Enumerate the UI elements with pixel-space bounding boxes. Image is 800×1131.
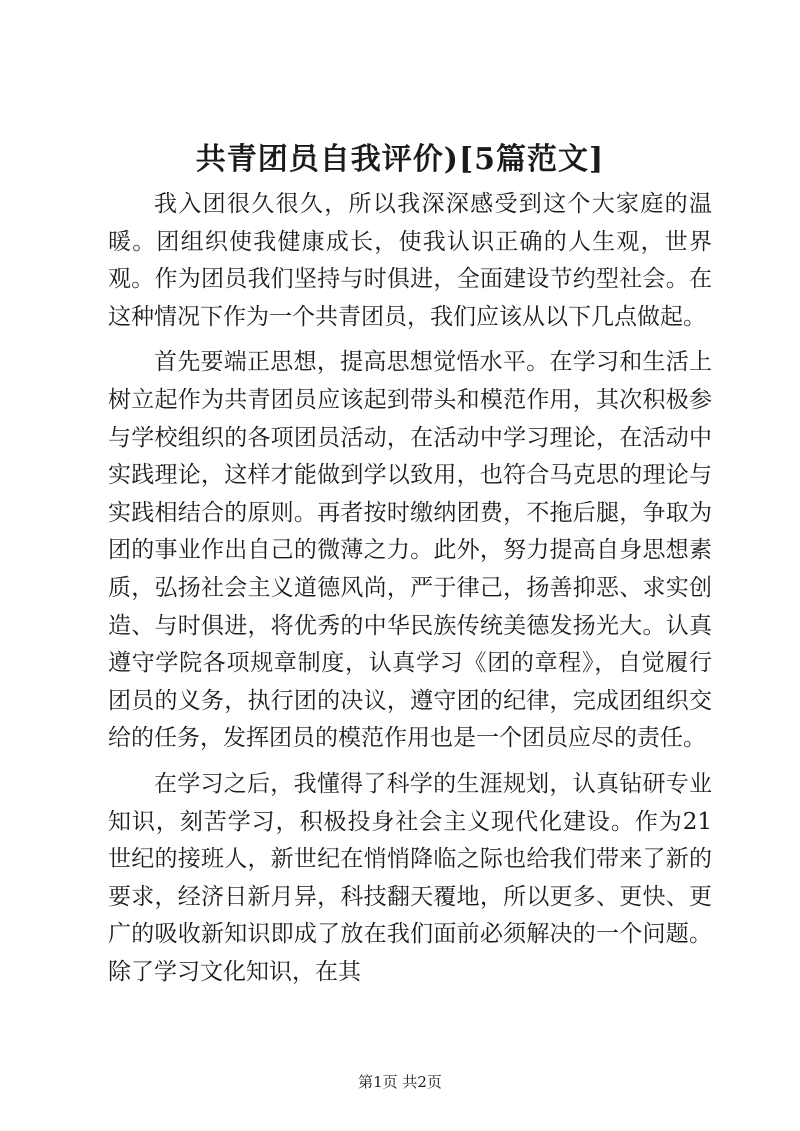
document-body	[108, 186, 712, 999]
paragraph-3: 在学习之后，我懂得了科学的生涯规划，认真钻研专业知识，刻苦学习，积极投身社会主义现代化建设。作为21世纪的接班人，新世纪在悄悄降临之际也给我们带来了新的要求，经济日新月异，科技翻天覆地，所以更多、更快、更广的吸收新知识即成了放在我们面前必须解决的一个问题。除了学习文化知识，在其	[108, 770, 712, 985]
page-footer: 第1页 共2页	[358, 1073, 442, 1091]
paragraph-1: 我入团很久很久，所以我深深感受到这个大家庭的温暖。团组织使我健康成长，使我认识正确的人生观，世界观。作为团员我们坚持与时俱进，全面建设节约型社会。在这种情况下作为一个共青团员，我们应该从以下几点做起。	[108, 191, 712, 330]
document-title: 共青团员自我评价)[5篇范文]	[195, 142, 605, 177]
paragraph-2: 首先要端正思想，提高思想觉悟水平。在学习和生活上树立起作为共青团员应该起到带头和模范作用，其次积极参与学校组织的各项团员活动，在活动中学习理论，在活动中实践理论，这样才能做到学以致用，也符合马克思的理论与实践相结合的原则。再者按时缴纳团费，不拖后腿，争取为团的事业作出自己的微薄之力。此外，努力提高自身思想素质，弘扬社会主义道德风尚，严于律己，扬善抑恶、求实创造、与时俱进，将优秀的中华民族传统美德发扬光大。认真遵守学院各项规章制度，认真学习《团的章程》，自觉履行团员的义务，执行团的决议，遵守团的纪律，完成团组织交给的任务，发挥团员的模范作用也是一个团员应尽的责任。	[108, 349, 712, 752]
